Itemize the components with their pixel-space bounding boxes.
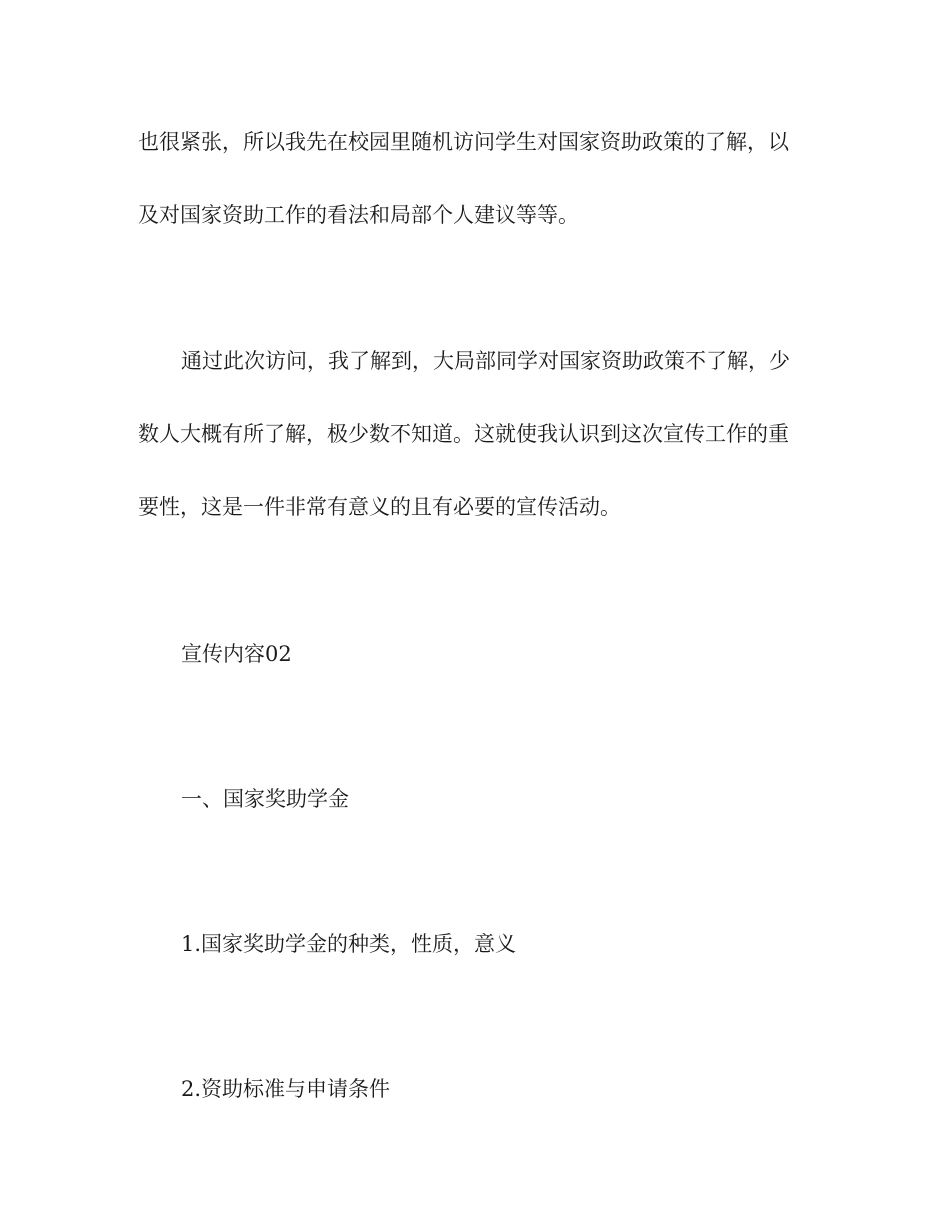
paragraph-1-line-2: 及对国家资助工作的看法和局部个人建议等等。	[138, 203, 579, 227]
paragraph-1-line-1: 也很紧张，所以我先在校园里随机访问学生对国家资助政策的了解，以	[138, 130, 789, 154]
paragraph-2-line-3: 要性，这是一件非常有意义的且有必要的宣传活动。	[138, 495, 621, 519]
paragraph-2-line-1: 通过此次访问，我了解到，大局部同学对国家资助政策不了解，少	[181, 349, 790, 373]
list-item: 1.国家奖助学金的种类，性质，意义	[181, 932, 517, 956]
paragraph-2-line-2: 数人大概有所了解，极少数不知道。这就使我认识到这次宣传工作的重	[138, 422, 789, 446]
subsection-heading: 一、国家奖助学金	[181, 787, 349, 811]
list-item: 2.资助标准与申请条件	[181, 1077, 391, 1101]
section-heading: 宣传内容02	[181, 642, 292, 666]
